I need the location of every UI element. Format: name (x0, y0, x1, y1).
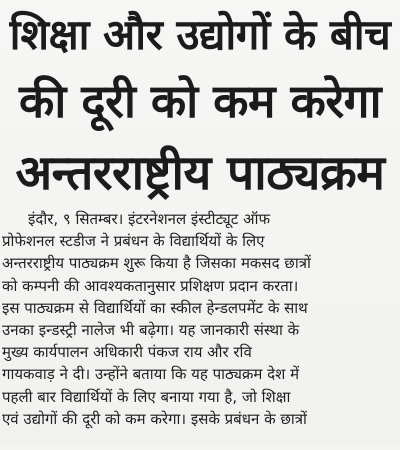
article-line: मुख्य कार्यपालन अधिकारी पंकज राय और रवि (2, 343, 252, 362)
article-line: गायकवाड़ ने दी। उन्होंने बताया कि यह पाठ्यक्रम देश में (2, 365, 300, 384)
headline-line-3: अन्तरराष्ट्रीय पाठ्यक्रम (15, 145, 385, 201)
article-line: अन्तरराष्ट्रीय पाठ्यक्रम शुरू किया है जिसका मकसद छात्रों (2, 254, 311, 273)
clipping-edge (0, 443, 400, 450)
article-line: उनका इन्डस्ट्री नालेज भी बढ़ेगा। यह जानकारी संस्था के (2, 320, 300, 339)
article-line: को कम्पनी की आवश्यकतानुसार प्रशिक्षण प्रदान करता। (2, 276, 299, 295)
headline-line-2: की दूरी को कम करेगा (19, 74, 381, 128)
article-line: इस पाठ्यक्रम से विद्यार्थियों का स्कील हेन्डलपमेंट के साथ (2, 298, 308, 317)
article-line: इंदौर, ९ सितम्बर। इंटरनेशनल इंस्टीट्यूट ऑफ (28, 210, 271, 228)
article-line: पहली बार विद्यार्थियों के लिए बनाया गया है, जो शिक्षा (2, 387, 291, 406)
headline-line-1: शिक्षा और उद्योगों के बीच (9, 10, 391, 59)
article-line: एवं उद्योगों की दूरी को कम करेगा। इसके प्रबंधन के छात्रों (2, 409, 307, 428)
article-line: प्रोफेशनल स्टडीज ने प्रबंधन के विद्यार्थियों के लिए (2, 232, 265, 251)
article-body (2, 208, 398, 430)
